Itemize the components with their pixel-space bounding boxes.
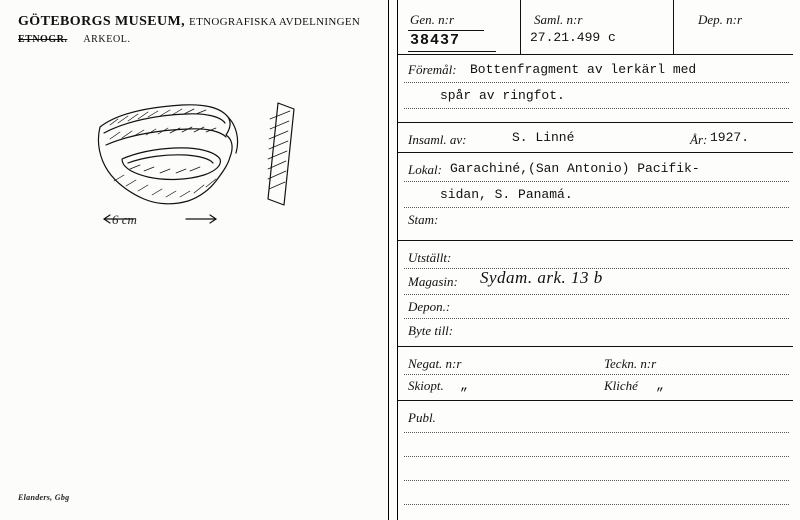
rule-after-foremal	[398, 122, 793, 123]
value-kliche-ditto[interactable]: „	[656, 378, 664, 393]
rule-after-insaml	[398, 152, 793, 153]
dotrule-publ-3	[404, 480, 789, 481]
label-byte-till: Byte till:	[408, 323, 454, 338]
value-skiopt-ditto[interactable]: „	[460, 378, 468, 393]
panel-divider-primary	[388, 0, 389, 520]
label-teckn-nr: Teckn. n:r	[604, 356, 657, 371]
underline-gen-nr-value	[408, 51, 496, 52]
label-stam: Stam:	[408, 212, 439, 227]
dotrule-lokal-2	[404, 207, 789, 208]
label-lokal: Lokal:	[408, 162, 442, 177]
vsep-gen-saml	[520, 0, 521, 54]
museum-header	[18, 12, 360, 30]
museum-name: GÖTEBORGS MUSEUM,	[18, 14, 186, 29]
label-skiopt: Skiopt.	[408, 378, 444, 393]
label-magasin: Magasin:	[408, 274, 458, 289]
dotrule-magasin	[404, 294, 789, 295]
department-selected: ARKEOL.	[83, 34, 131, 45]
dotrule-publ-4	[404, 504, 789, 505]
value-insaml-av[interactable]: S. Linné	[512, 130, 575, 145]
value-foremal-line1[interactable]: Bottenfragment av lerkärl med	[470, 62, 697, 77]
department-strikethrough: ETNOGR.	[18, 34, 68, 45]
label-gen-nr: Gen. n:r	[410, 12, 455, 27]
rule-top-row	[398, 54, 793, 55]
dotrule-depon	[404, 318, 789, 319]
dotrule-publ-1	[404, 432, 789, 433]
rule-after-kliche	[398, 400, 793, 401]
rule-after-stam	[398, 240, 793, 241]
dotrule-foremal-1	[404, 82, 789, 83]
printer-credit: Elanders, Gbg	[18, 493, 70, 502]
label-negat-nr: Negat. n:r	[408, 356, 462, 371]
value-magasin[interactable]: Sydam. ark. 13 b	[480, 268, 603, 287]
label-saml-nr: Saml. n:r	[534, 12, 583, 27]
label-insaml-av: Insaml. av:	[408, 132, 467, 147]
label-kliche: Kliché	[604, 378, 638, 393]
record-form	[398, 0, 800, 520]
dotrule-lokal-1	[404, 181, 789, 182]
label-utstallt: Utställt:	[408, 250, 452, 265]
value-saml-nr[interactable]: 27.21.499 c	[530, 30, 616, 45]
label-dep-nr: Dep. n:r	[698, 12, 743, 27]
museum-department: ETNOGRAFISKA AVDELNINGEN	[189, 16, 361, 28]
value-foremal-line2[interactable]: spår av ringfot.	[440, 88, 565, 103]
potsherd-drawing	[70, 85, 330, 255]
underline-gen-nr	[408, 30, 484, 31]
rule-after-byte	[398, 346, 793, 347]
dotrule-negat	[404, 374, 789, 375]
value-gen-nr[interactable]: 38437	[410, 32, 461, 49]
left-panel	[0, 0, 388, 520]
dotrule-foremal-2	[404, 108, 789, 109]
vsep-saml-dep	[673, 0, 674, 54]
value-lokal-line1[interactable]: Garachiné,(San Antonio) Pacifik-	[450, 161, 700, 176]
label-ar: År:	[690, 132, 708, 147]
value-ar[interactable]: 1927.	[710, 130, 750, 145]
scale-label: 6 cm	[112, 212, 137, 227]
value-lokal-line2[interactable]: sidan, S. Panamá.	[440, 187, 573, 202]
label-publ: Publ.	[408, 410, 436, 425]
label-foremal: Föremål:	[408, 62, 457, 77]
dotrule-publ-2	[404, 456, 789, 457]
label-depon: Depon.:	[408, 299, 451, 314]
department-subline	[18, 34, 131, 45]
